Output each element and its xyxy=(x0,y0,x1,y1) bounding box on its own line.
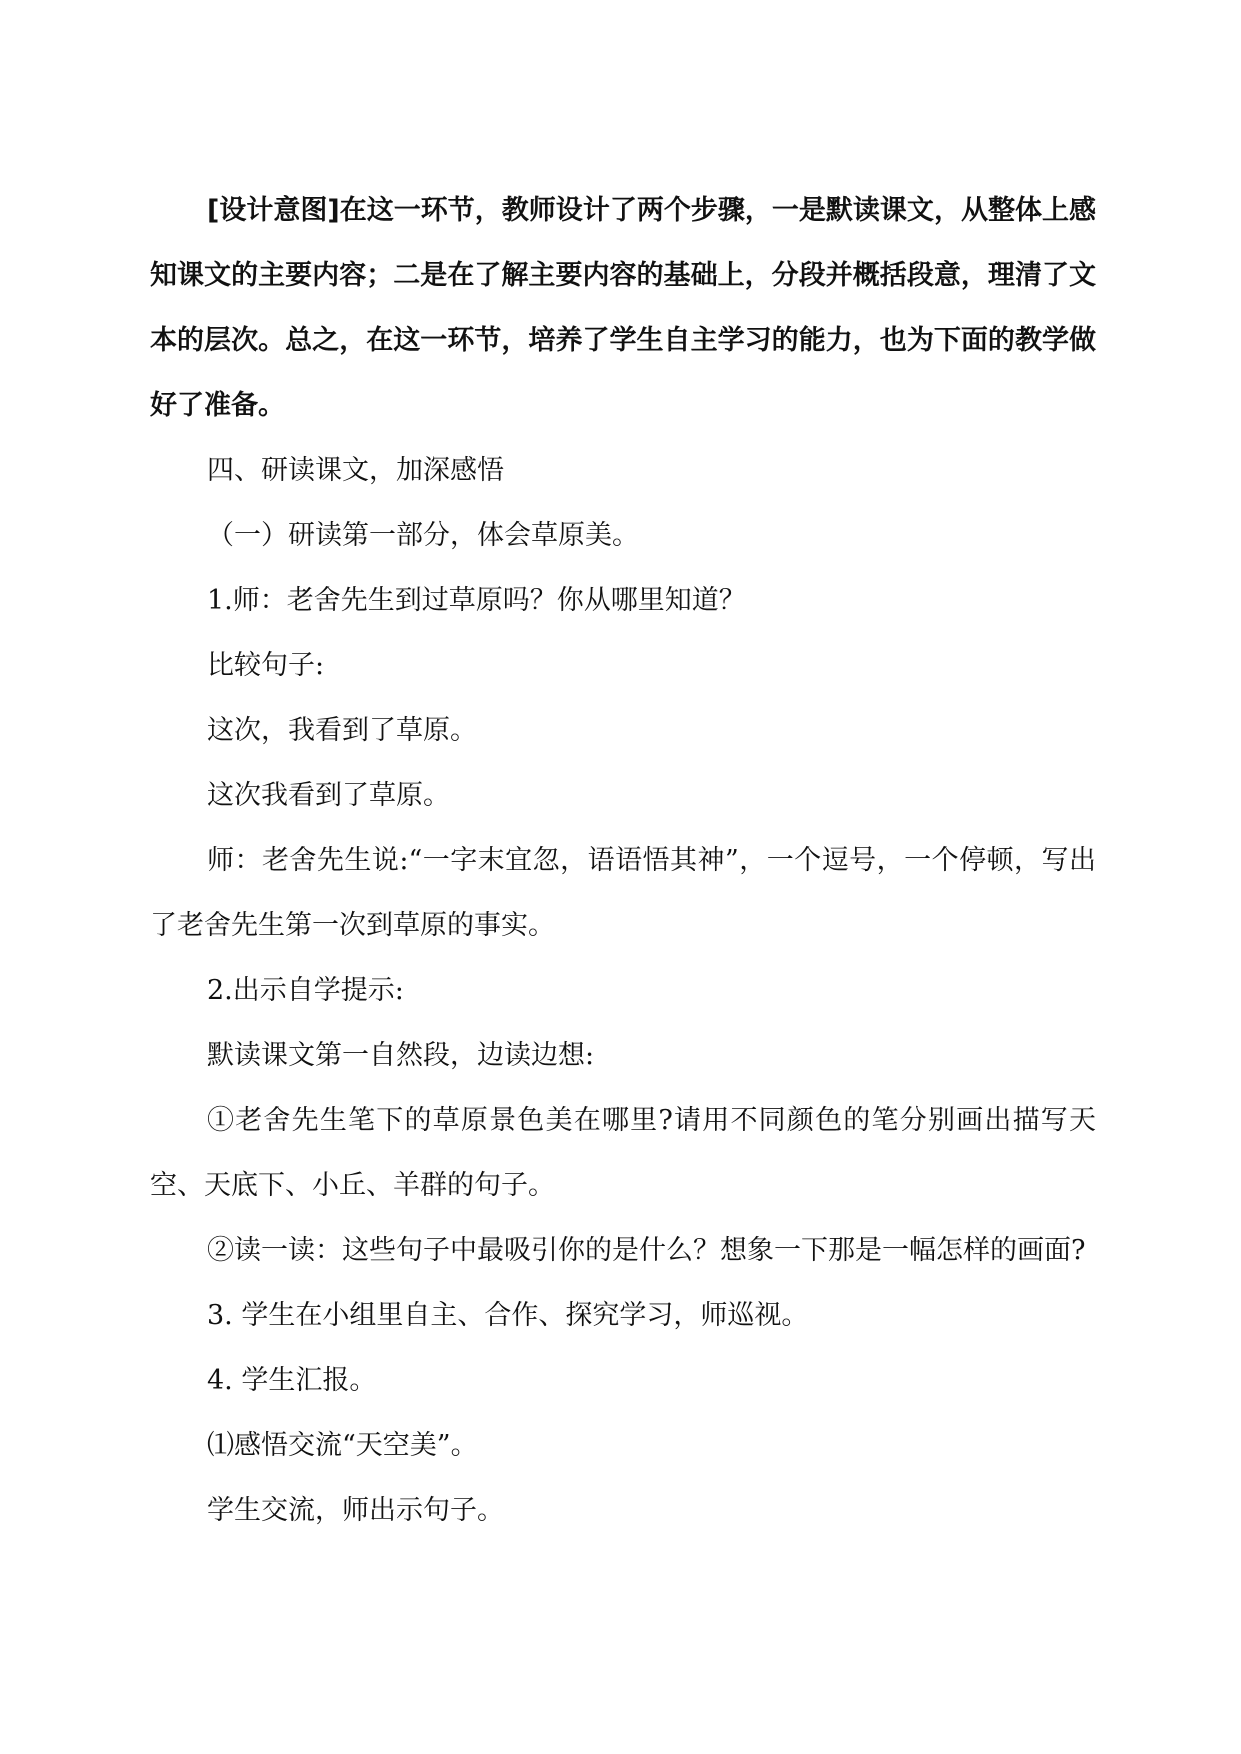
design-intent-paragraph: [设计意图]在这一环节，教师设计了两个步骤，一是默读课文，从整体上感知课文的主要内容；二是在了解主要内容的基础上，分段并概括段意，理清了文本的层次。总之，在这一环节，培养了学生自主学习的能力，也为下面的教学做好了准备。 xyxy=(150,195,1096,421)
subsection-heading: （一）研读第一部分，体会草原美。 xyxy=(207,520,639,551)
section-heading: 四、研读课文，加深感悟 xyxy=(207,455,504,486)
paragraph: 师：老舍先生说:“一字末宜忽，语语悟其神”，一个逗号，一个停顿，写出了老舍先生第一次到草原的事实。 xyxy=(150,845,1096,941)
example-sentence: 这次，我看到了草原。 xyxy=(207,715,477,746)
list-item: ②读一读：这些句子中最吸引你的是什么？想象一下那是一幅怎样的画面? xyxy=(207,1235,1086,1266)
paragraph: 4. 学生汇报。 xyxy=(207,1365,377,1396)
document-body xyxy=(150,178,1096,1543)
paragraph: ⑴感悟交流“天空美”。 xyxy=(207,1430,478,1461)
example-sentence: 这次我看到了草原。 xyxy=(207,780,450,811)
paragraph: 3. 学生在小组里自主、合作、探究学习，师巡视。 xyxy=(207,1300,809,1331)
paragraph: 默读课文第一自然段，边读边想: xyxy=(207,1040,595,1071)
list-item: ①老舍先生笔下的草原景色美在哪里?请用不同颜色的笔分别画出描写天空、天底下、小丘、羊群的句子。 xyxy=(150,1105,1096,1201)
paragraph: 比较句子: xyxy=(207,650,325,681)
paragraph: 1.师：老舍先生到过草原吗？你从哪里知道？ xyxy=(207,585,746,616)
paragraph: 2.出示自学提示: xyxy=(207,975,404,1006)
paragraph: 学生交流，师出示句子。 xyxy=(207,1495,504,1526)
